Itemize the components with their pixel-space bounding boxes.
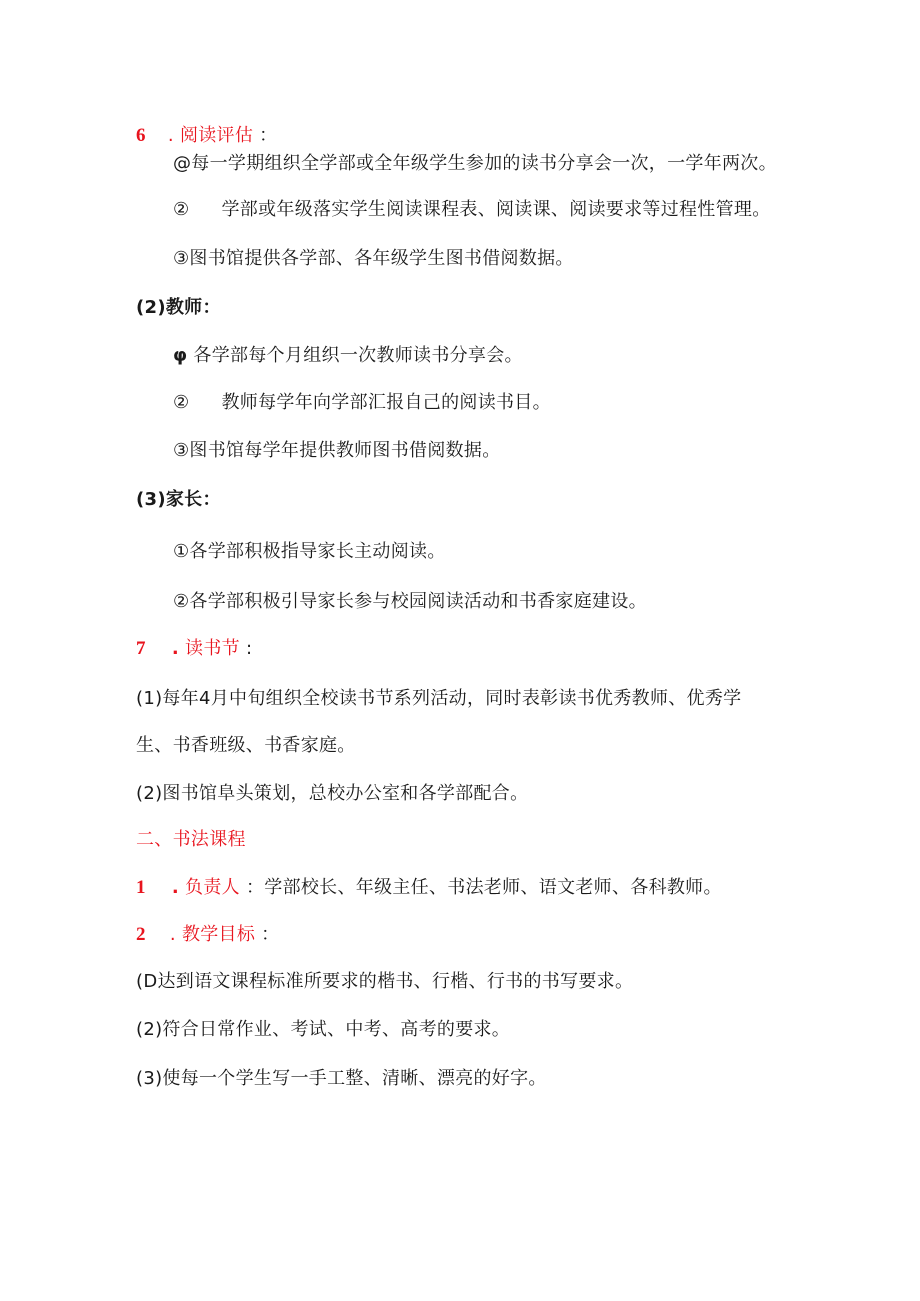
paragraph: 生、书香班级、书香家庭。: [136, 735, 356, 756]
section-7-heading: [136, 637, 252, 661]
list-marker: ②: [173, 392, 190, 413]
part-heading: 二、书法课程: [136, 829, 246, 850]
paragraph: (1)每年4月中旬组织全校读书节系列活动，同时表彰读书优秀教师、优秀学: [136, 688, 742, 709]
list-item: ③图书馆提供各学部、各年级学生图书借阅数据。: [173, 248, 574, 269]
list-item: [173, 198, 771, 222]
point-1: [136, 876, 722, 900]
list-item-text: 学部或年级落实学生阅读课程表、阅读课、阅读要求等过程性管理。: [221, 199, 771, 220]
list-item: ③图书馆每学年提供教师图书借阅数据。: [173, 440, 501, 461]
section-title: 读书节: [185, 638, 240, 659]
section-colon: ：: [259, 125, 278, 146]
section-title: 阅读评估: [179, 125, 254, 146]
list-item: @每一学期组织全学部或全年级学生参加的读书分享会一次，一学年两次。: [173, 153, 777, 174]
section-6-heading: [136, 124, 277, 148]
parent-label: (3)家长：: [136, 489, 221, 510]
point-text: ：学部校长、年级主任、书法老师、语文老师、各科教师。: [245, 877, 722, 898]
section-colon: :: [245, 638, 253, 659]
teacher-label: (2)教师：: [136, 297, 221, 318]
goal-item: (2)符合日常作业、考试、中考、高考的要求。: [136, 1019, 511, 1040]
section-number: 7: [136, 638, 146, 659]
goal-item: (3)使每一个学生写一手工整、清晰、漂亮的好字。: [136, 1068, 547, 1089]
section-dot: .: [171, 638, 180, 659]
list-item: ①各学部积极指导家长主动阅读。: [173, 541, 446, 562]
point-number: 1: [136, 877, 146, 898]
point-2: [136, 923, 279, 947]
point-title: 负责人: [185, 877, 240, 898]
goal-item: (D达到语文课程标准所要求的楷书、行楷、行书的书写要求。: [136, 971, 634, 992]
list-marker: ②: [173, 199, 190, 220]
point-title: 教学目标: [181, 924, 256, 945]
list-item-text: 各学部每个月组织一次教师读书分享会。: [193, 345, 523, 366]
point-number: 2: [136, 924, 146, 945]
section-dot: .: [167, 125, 174, 146]
paragraph: (2)图书馆阜头策划，总校办公室和各学部配合。: [136, 783, 529, 804]
list-marker: φ: [173, 345, 188, 366]
point-dot: .: [169, 924, 176, 945]
list-item: [173, 391, 551, 415]
list-item-text: 教师每学年向学部汇报自己的阅读书目。: [221, 392, 551, 413]
list-item: ②各学部积极引导家长参与校园阅读活动和书香家庭建设。: [173, 591, 647, 612]
list-item: [173, 344, 523, 368]
section-number: 6: [136, 125, 146, 146]
point-dot: .: [171, 877, 180, 898]
point-colon: ：: [261, 924, 280, 945]
